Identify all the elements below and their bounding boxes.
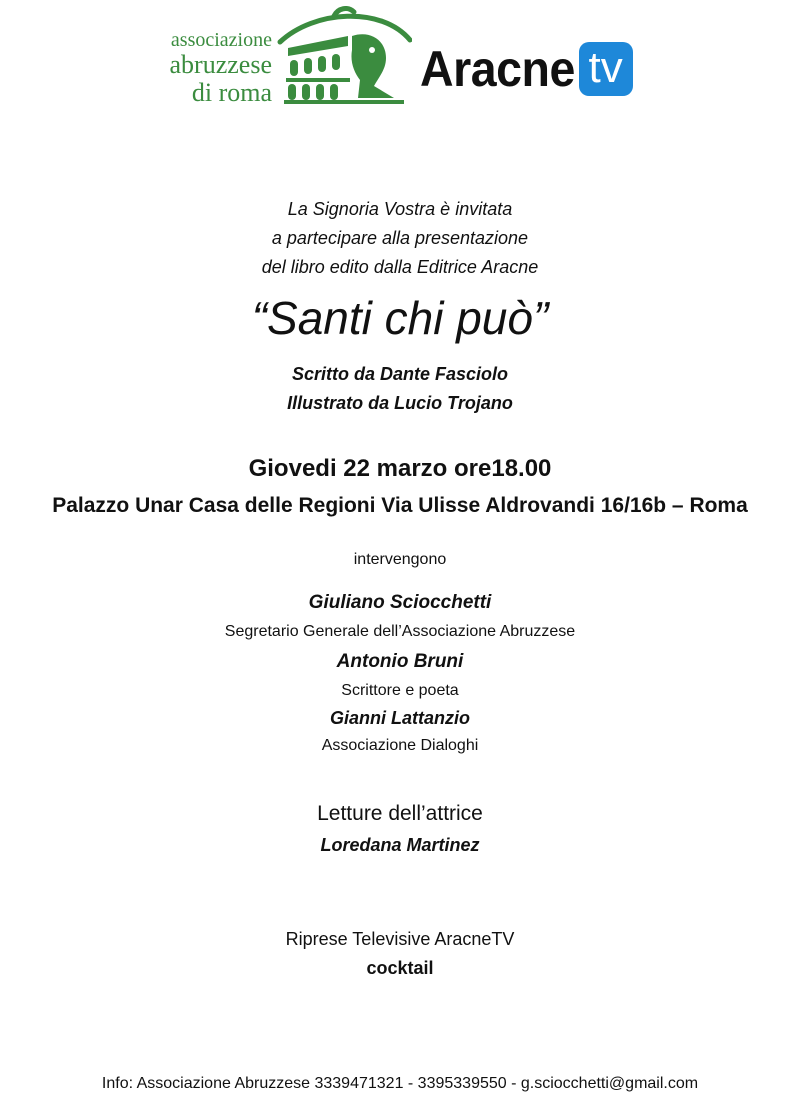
logo-line-associazione: associazione: [170, 29, 272, 51]
tv-badge: tv: [579, 42, 633, 96]
invitation-line-3: del libro edito dalla Editrice Aracne: [261, 257, 539, 277]
invitation-line-2: a partecipare alla presentazione: [271, 228, 529, 248]
illustrator-line: Illustrato da Lucio Trojano: [287, 393, 513, 413]
speakers-heading: intervengono: [353, 551, 447, 568]
readings-label: Letture dell’attrice: [317, 802, 483, 825]
invitation-line-1: La Signoria Vostra è invitata: [287, 199, 513, 219]
speaker-role: Associazione Dialoghi: [321, 737, 479, 754]
speaker-role: Segretario Generale dell’Associazione Abruzzese: [224, 623, 576, 640]
speaker-name: Antonio Bruni: [336, 651, 464, 672]
speaker-name: Giuliano Sciocchetti: [308, 592, 492, 613]
book-title: “Santi chi può”: [251, 292, 549, 344]
logo-line-abruzzese: abruzzese: [169, 50, 272, 79]
aracne-wordmark: Aracne: [420, 41, 575, 97]
event-date-time: Giovedi 22 marzo ore18.00: [248, 455, 552, 482]
logo-line-di-roma: di roma: [191, 78, 272, 107]
speaker-role: Scrittore e poeta: [341, 682, 459, 699]
associazione-abruzzese-logo: [152, 6, 412, 106]
tv-coverage-line: Riprese Televisive AracneTV: [285, 929, 515, 949]
cocktail-line: cocktail: [366, 958, 434, 978]
association-logo-text: [152, 30, 272, 106]
readings-actress: Loredana Martinez: [320, 835, 480, 855]
colosseum-icon: [274, 6, 412, 106]
speaker-name: Gianni Lattanzio: [329, 708, 470, 728]
author-line: Scritto da Dante Fasciolo: [291, 364, 509, 384]
aracnetv-logo: [420, 36, 633, 102]
footer-info: Info: Associazione Abruzzese 3339471321 - 3395339550 - g.sciocchetti@gmail.com: [101, 1075, 699, 1092]
event-venue: Palazzo Unar Casa delle Regioni Via Ulisse Aldrovandi 16/16b – Roma: [52, 494, 748, 517]
